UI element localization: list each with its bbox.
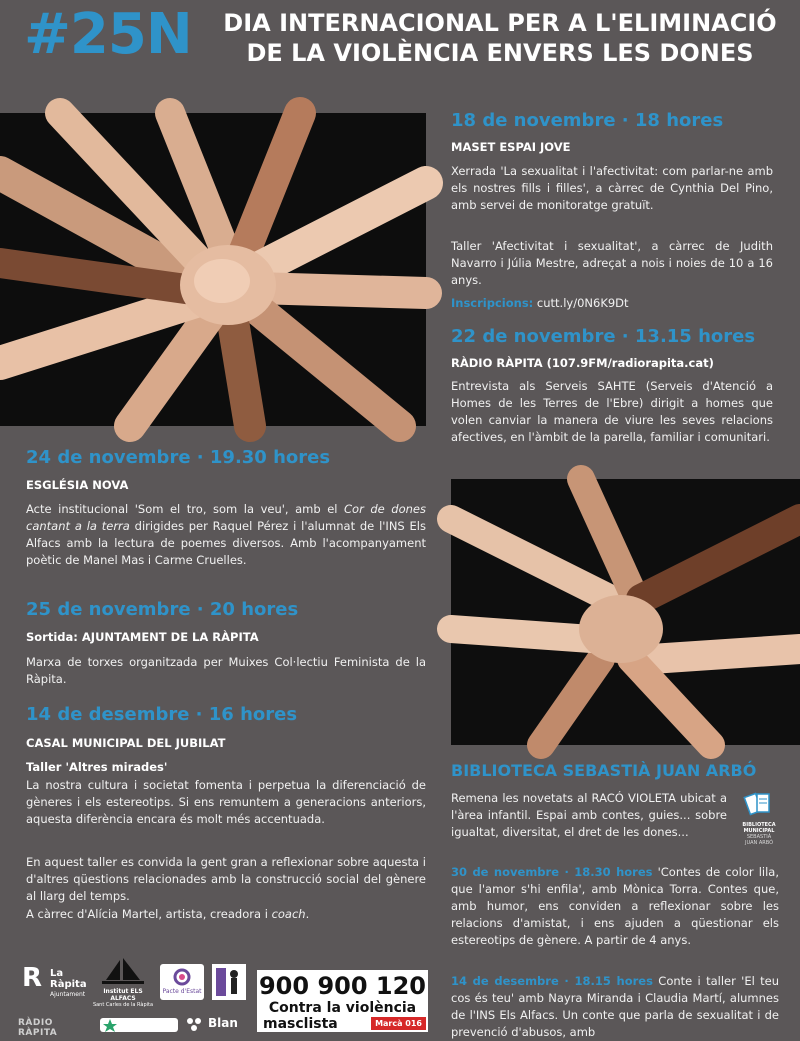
alicia-text-b: . <box>305 907 310 921</box>
logo-ajuntament-rapita <box>22 962 90 1006</box>
alicia-text-a: A càrrec d'Alícia Martel, artista, creadora i <box>26 907 272 921</box>
acte-text-em: Cor de dones cantant a la terra <box>26 502 426 533</box>
logo-star <box>100 1018 178 1032</box>
logo1-line1: La <box>50 968 64 979</box>
title-line-2: DE LA VIOLÈNCIA ENVERS LES DONES <box>246 39 754 67</box>
helpline-box <box>257 970 428 1032</box>
library-event-14-des-text: Conte i taller 'El teu cos és teu' amb Nayra Miranda i Claudia Martí, alumnes de l'INS Els Alfacs. Un conte que parla de sexualitat i de prevenció d'abusos, amb <box>451 974 779 1039</box>
event-place-ajuntament: Sortida: AJUNTAMENT DE LA RÀPITA <box>26 630 259 644</box>
hashtag-title: #25N <box>24 2 192 67</box>
star-icon <box>100 1018 178 1032</box>
library-logo-l2: MUNICIPAL <box>743 828 775 834</box>
event-text-taller: Taller 'Afectivitat i sexualitat', a càrrec de Judith Navarro i Júlia Mestre, adreçat a nois i noies de 10 a 16 anys. <box>451 239 773 287</box>
hands-illustration <box>0 113 426 426</box>
library-logo-l3: SEBASTIÀ <box>746 834 772 840</box>
event-text-entrevista: Entrevista als Serveis SAHTE (Serveis d'Atenció a Homes de les Terres de l'Ebre) dirigit a homes que volen canviar la manera de viure les seves relacions afectives, en l'àmbit de la parella, familiar i comunitari. <box>451 379 773 444</box>
figure-icon <box>212 964 246 1000</box>
logo1-line2: Ràpita <box>50 979 87 990</box>
title-line-1: DIA INTERNACIONAL PER A L'ELIMINACIÓ <box>223 9 777 37</box>
event-date-14-des: 14 de desembre · 16 hores <box>26 704 298 725</box>
alicia-text-em: coach <box>271 907 306 921</box>
event-text-acte <box>26 501 426 569</box>
library-event-30-nov-date: 30 de novembre · 18.30 hores <box>451 865 653 879</box>
event-place-radio: RÀDIO RÀPITA (107.9FM/radiorapita.cat) <box>451 356 714 370</box>
acte-text-a: Acte institucional 'Som el tro, som la veu', amb el <box>26 502 345 516</box>
event-place-esglesia: ESGLÉSIA NOVA <box>26 478 129 492</box>
inscriptions-label: Inscripcions: <box>451 296 534 310</box>
pacte-circle-icon <box>171 968 193 986</box>
logo2-line1: Institut ELS ALFACS <box>103 988 143 1002</box>
helpline-number[interactable]: 900 900 120 <box>258 972 426 1000</box>
library-logo <box>735 790 783 854</box>
inscriptions-link[interactable]: cutt.ly/0N6K9Dt <box>536 296 629 310</box>
event-place-maset: MASET ESPAI JOVE <box>451 140 571 154</box>
library-event-30-nov <box>451 864 779 949</box>
hands-illustration-2 <box>451 479 800 745</box>
library-text-raco: Remena les novetats al RACÓ VIOLETA ubicat a l'àrea infantil. Espai amb contes, guies... sobre igualtat, diversitat, el dret de les dones... <box>451 791 727 839</box>
hands-photo-right <box>451 479 800 745</box>
event-inscriptions <box>451 295 773 312</box>
event-date-22-nov: 22 de novembre · 13.15 hores <box>451 326 756 347</box>
library-event-14-des <box>451 973 779 1041</box>
logo-ins-els-alfacs <box>92 958 154 1006</box>
library-logo-l4: JUAN ARBÓ <box>744 840 774 846</box>
hands-photo-top <box>0 113 426 426</box>
event-text-xerrada: Xerrada 'La sexualitat i l'afectivitat: com parlar-ne amb els nostres fills i filles', a càrrec de Cynthia Del Pino, amb servei de monitoratge gratuït. <box>451 164 773 212</box>
dots-icon <box>186 1017 204 1031</box>
library-title: BIBLIOTECA SEBASTIÀ JUAN ARBÓ <box>451 761 757 780</box>
library-event-14-des-date: 14 de desembre · 18.15 hores <box>451 974 653 988</box>
logo-purple-figure <box>212 964 246 1000</box>
logo2-line2: Sant Carles de la Ràpita <box>92 1002 154 1008</box>
sailboat-icon <box>100 958 146 984</box>
event-date-18-nov: 18 de novembre · 18 hores <box>451 110 724 131</box>
logo-pacte-estat <box>160 964 204 1000</box>
page-title <box>200 8 800 68</box>
acte-text-b: dirigides per Raquel Pérez i l'alumnat de l'INS Els Alfacs amb la lectura de poemes diversos. Amb l'acompanyament poètic de Manel Mas i Carme Cruelles. <box>26 519 426 567</box>
event-text-marxa: Marxa de torxes organitzada per Muixes Col·lectiu Feminista de la Ràpita. <box>26 655 426 686</box>
logo7-text: Blan <box>208 1016 238 1030</box>
logo3-text: Pacte d'Estat <box>162 988 202 995</box>
rapita-r-icon: R <box>22 963 43 993</box>
book-icon <box>744 790 774 818</box>
logo-radio-rapita: RÀDIO RÀPITA <box>18 1018 58 1038</box>
logo-blan <box>186 1016 246 1032</box>
library-logo-l1: BIBLIOTECA <box>742 822 776 828</box>
event-text-taller-gent-gran: En aquest taller es convida la gent gran a reflexionar sobre aquesta i d'altres qüestions relacionades amb la construcció social del gènere al llarg del temps. <box>26 855 426 903</box>
library-event-30-nov-text: 'Contes de color lila, que l'amor s'hi enfila', amb Mònica Torra. Contes que, amb humor, ens conviden a reflexionar sobre les relacions d'amistat, i ens ajuden a qüestionar els estereotips de gènere. A partir de 4 anys. <box>451 865 779 947</box>
logo1-line3: Ajuntament <box>50 991 86 998</box>
workshop-title: Taller 'Altres mirades' <box>26 760 168 774</box>
helpline-subtitle-2: masclista <box>263 1016 338 1032</box>
event-text-cultura: La nostra cultura i societat fomenta i perpetua la diferenciació de gèneres i els estereotips. Si ens remuntem a generacions anteriors, aquesta diferència encara és molt més accentuada. <box>26 778 426 826</box>
event-date-24-nov: 24 de novembre · 19.30 hores <box>26 447 331 468</box>
event-text-alicia <box>26 906 426 923</box>
helpline-subtitle: Contra la violència <box>257 1000 428 1016</box>
event-date-25-nov: 25 de novembre · 20 hores <box>26 599 299 620</box>
helpline-badge: Marcà 016 <box>371 1017 426 1030</box>
event-place-casal: CASAL MUNICIPAL DEL JUBILAT <box>26 736 226 750</box>
